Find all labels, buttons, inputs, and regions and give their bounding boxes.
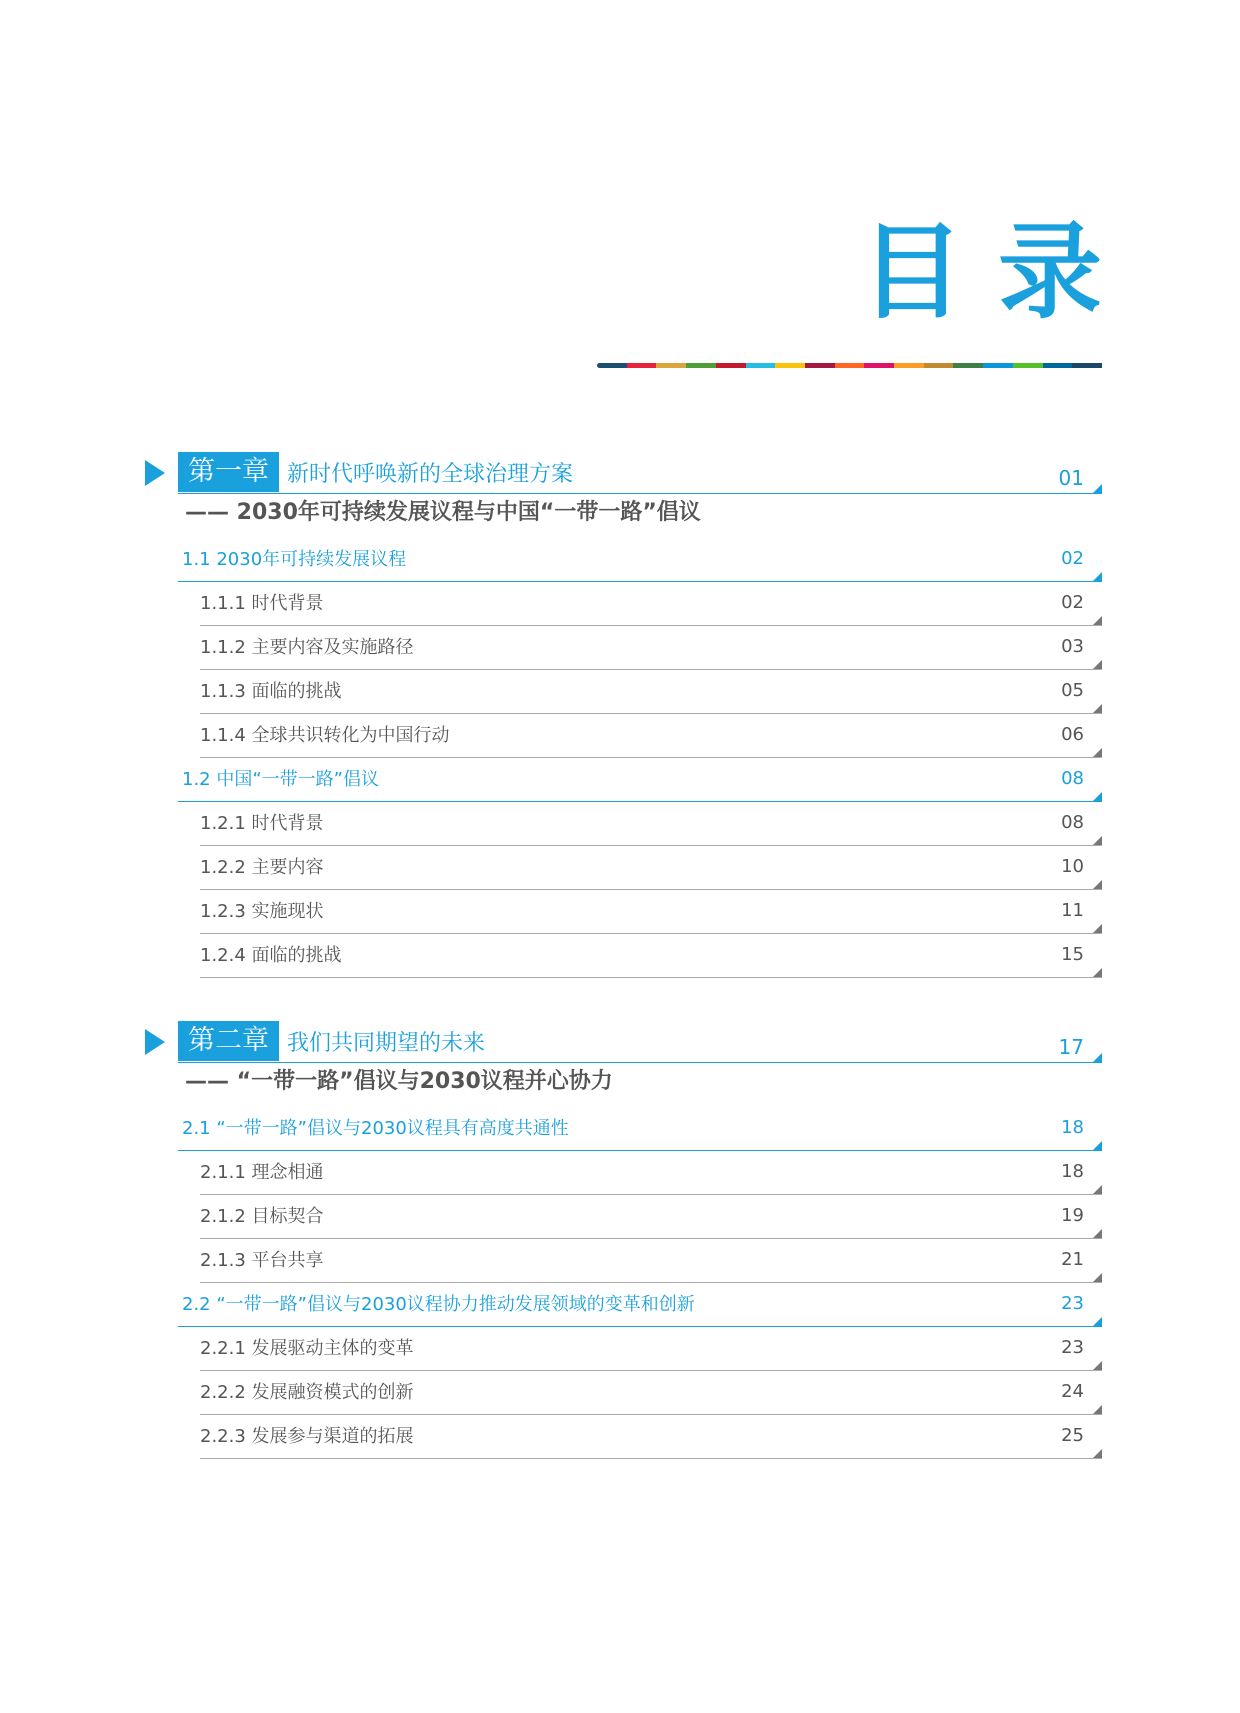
corner-triangle-icon — [1093, 1361, 1102, 1370]
corner-triangle-icon — [1093, 616, 1102, 625]
entry-page-number: 02 — [1061, 592, 1084, 613]
chapter-title: 新时代呼唤新的全球治理方案 — [287, 462, 574, 487]
chapter-subtitle: —— “一带一路”倡议与2030议程并心协力 — [185, 1069, 613, 1094]
stripe-segment — [1072, 363, 1102, 368]
corner-triangle-icon — [1093, 1273, 1102, 1282]
corner-triangle-icon — [1093, 1141, 1102, 1150]
entry-label: 1.1.4 全球共识转化为中国行动 — [200, 725, 450, 746]
chapter-badge: 第一章 — [178, 452, 279, 492]
entry-page-number: 23 — [1061, 1293, 1084, 1314]
chapter-page-number: 17 — [1058, 1035, 1084, 1059]
toc-subsection-entry[interactable] — [0, 714, 1240, 758]
toc-subsection-entry[interactable] — [0, 846, 1240, 890]
stripe-segment — [894, 363, 924, 368]
entry-label: 2.2.2 发展融资模式的创新 — [200, 1382, 414, 1403]
play-arrow-icon — [145, 1029, 165, 1055]
entry-page-number: 19 — [1061, 1205, 1084, 1226]
divider — [200, 977, 1102, 978]
stripe-segment — [597, 363, 627, 368]
color-stripe — [597, 363, 1102, 368]
toc-subsection-entry[interactable] — [0, 1415, 1240, 1459]
entry-page-number: 15 — [1061, 944, 1084, 965]
entry-label: 2.2.3 发展参与渠道的拓展 — [200, 1426, 414, 1447]
stripe-segment — [775, 363, 805, 368]
entry-page-number: 08 — [1061, 768, 1084, 789]
divider — [200, 1458, 1102, 1459]
entry-label: 2.1 “一带一路”倡议与2030议程具有高度共通性 — [182, 1118, 569, 1139]
entry-label: 2.2.1 发展驱动主体的变革 — [200, 1338, 414, 1359]
toc-section-entry[interactable] — [0, 1283, 1240, 1327]
stripe-segment — [1013, 363, 1043, 368]
stripe-segment — [1043, 363, 1073, 368]
divider — [178, 1062, 1102, 1063]
entry-page-number: 02 — [1061, 548, 1084, 569]
corner-triangle-icon — [1093, 1185, 1102, 1194]
toc-subsection-entry[interactable] — [0, 626, 1240, 670]
stripe-segment — [805, 363, 835, 368]
entry-page-number: 18 — [1061, 1117, 1084, 1138]
toc-subsection-entry[interactable] — [0, 1151, 1240, 1195]
entry-page-number: 06 — [1061, 724, 1084, 745]
entry-page-number: 21 — [1061, 1249, 1084, 1270]
entry-page-number: 25 — [1061, 1425, 1084, 1446]
entry-label: 1.1 2030年可持续发展议程 — [182, 549, 407, 570]
entry-page-number: 05 — [1061, 680, 1084, 701]
toc-section-entry[interactable] — [0, 758, 1240, 802]
chapter-subtitle: —— 2030年可持续发展议程与中国“一带一路”倡议 — [185, 500, 701, 525]
toc-subsection-entry[interactable] — [0, 934, 1240, 978]
stripe-segment — [656, 363, 686, 368]
corner-triangle-icon — [1093, 704, 1102, 713]
page-title: 目录 — [859, 211, 1136, 333]
toc-section-entry[interactable] — [0, 538, 1240, 582]
chapter-badge: 第二章 — [178, 1021, 279, 1061]
corner-triangle-icon — [1093, 792, 1102, 801]
corner-triangle-icon — [1093, 836, 1102, 845]
entry-page-number: 24 — [1061, 1381, 1084, 1402]
corner-triangle-icon — [1093, 1449, 1102, 1458]
stripe-segment — [686, 363, 716, 368]
entry-page-number: 23 — [1061, 1337, 1084, 1358]
entry-label: 2.2 “一带一路”倡议与2030议程协力推动发展领域的变革和创新 — [182, 1294, 695, 1315]
stripe-segment — [627, 363, 657, 368]
divider — [178, 493, 1102, 494]
entry-page-number: 03 — [1061, 636, 1084, 657]
entry-label: 1.2.2 主要内容 — [200, 857, 324, 878]
chapter-title: 我们共同期望的未来 — [287, 1031, 486, 1056]
entry-label: 1.1.3 面临的挑战 — [200, 681, 342, 702]
entry-label: 1.2.4 面临的挑战 — [200, 945, 342, 966]
play-arrow-icon — [145, 460, 165, 486]
stripe-segment — [983, 363, 1013, 368]
entry-label: 2.1.3 平台共享 — [200, 1250, 324, 1271]
entry-label: 1.1.1 时代背景 — [200, 593, 324, 614]
toc-subsection-entry[interactable] — [0, 670, 1240, 714]
corner-triangle-icon — [1093, 1317, 1102, 1326]
toc-subsection-entry[interactable] — [0, 1327, 1240, 1371]
stripe-segment — [924, 363, 954, 368]
toc-section-entry[interactable] — [0, 1107, 1240, 1151]
corner-triangle-icon — [1093, 1229, 1102, 1238]
stripe-segment — [864, 363, 894, 368]
corner-triangle-icon — [1093, 880, 1102, 889]
stripe-segment — [953, 363, 983, 368]
toc-subsection-entry[interactable] — [0, 890, 1240, 934]
toc-subsection-entry[interactable] — [0, 1195, 1240, 1239]
entry-page-number: 11 — [1061, 900, 1084, 921]
corner-triangle-icon — [1093, 748, 1102, 757]
entry-page-number: 18 — [1061, 1161, 1084, 1182]
entry-label: 1.2.3 实施现状 — [200, 901, 324, 922]
stripe-segment — [746, 363, 776, 368]
entry-label: 1.2.1 时代背景 — [200, 813, 324, 834]
chapter-heading[interactable] — [0, 452, 1240, 492]
corner-triangle-icon — [1093, 1405, 1102, 1414]
chapter-page-number: 01 — [1058, 466, 1084, 490]
entry-page-number: 08 — [1061, 812, 1084, 833]
corner-triangle-icon — [1093, 924, 1102, 933]
entry-label: 2.1.1 理念相通 — [200, 1162, 324, 1183]
toc-subsection-entry[interactable] — [0, 1371, 1240, 1415]
entry-page-number: 10 — [1061, 856, 1084, 877]
corner-triangle-icon — [1093, 484, 1102, 493]
toc-subsection-entry[interactable] — [0, 802, 1240, 846]
toc-subsection-entry[interactable] — [0, 1239, 1240, 1283]
stripe-segment — [835, 363, 865, 368]
stripe-segment — [716, 363, 746, 368]
corner-triangle-icon — [1093, 1053, 1102, 1062]
entry-label: 1.1.2 主要内容及实施路径 — [200, 637, 414, 658]
toc-subsection-entry[interactable] — [0, 582, 1240, 626]
entry-label: 2.1.2 目标契合 — [200, 1206, 324, 1227]
chapter-heading[interactable] — [0, 1021, 1240, 1061]
corner-triangle-icon — [1093, 660, 1102, 669]
corner-triangle-icon — [1093, 572, 1102, 581]
corner-triangle-icon — [1093, 968, 1102, 977]
entry-label: 1.2 中国“一带一路”倡议 — [182, 769, 379, 790]
